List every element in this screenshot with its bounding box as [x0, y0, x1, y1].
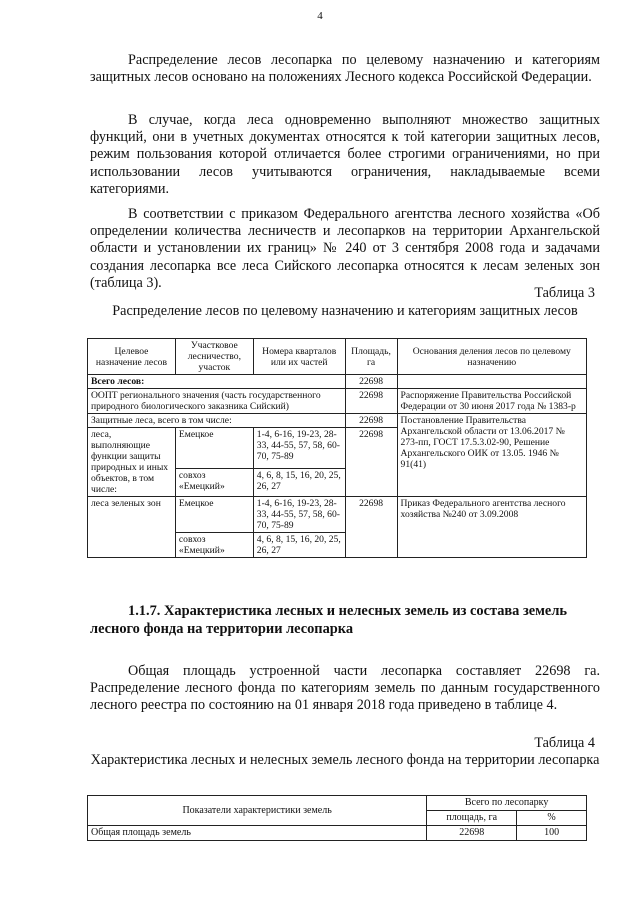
table3-header-row [88, 339, 587, 375]
table4-header-indicators: Показатели характеристики земель [88, 796, 427, 826]
table-row [88, 375, 587, 389]
table4-title: Характеристика лесных и нелесных земель лесного фонда на территории лесопарка [90, 752, 600, 768]
paragraph-3: В соответствии с приказом Федерального агентства лесного хозяйства «Об определении количества лесничеств и лесопарков на территории Архангельской области и установлении их границ» № 240 от 3 сентября 2008 года и задачами создания лесопарка все леса Сийского лесопарка относятся к лесам зеленых зон (таблица 3). [90, 206, 600, 291]
oopt-label: ООПТ регионального значения (часть государственного природного биологического заказника Сийский) [88, 389, 346, 414]
table3-header-basis: Основания деления лесов по целевому назначению [397, 339, 586, 375]
paragraph-2: В случае, когда леса одновременно выполняют множество защитных функций, они в учетных документах относятся к той категории защитных лесов, режим пользования которой отличается более строгими ограничениями, но при использовании лесов учитываются ограничения, накладываемые всеми категориями. [90, 112, 600, 197]
protective-area: 22698 [345, 414, 397, 428]
site-sovkhoz-2: совхоз «Емецкий» [175, 533, 253, 558]
table4-header-percent: % [517, 811, 587, 826]
table3-header-quarters: Номера кварталов или их частей [253, 339, 345, 375]
paragraph-1: Распределение лесов лесопарка по целевому назначению и категориям защитных лесов основано на положениях Лесного кодекса Российской Федерации. [90, 52, 600, 86]
table-3 [87, 338, 587, 558]
site-emetskoe: Емецкое [175, 428, 253, 469]
total-basis-cell [397, 375, 586, 389]
quarters-sovkhoz: 4, 6, 8, 15, 16, 20, 25, 26, 27 [253, 468, 345, 496]
table-row [88, 497, 587, 533]
site-emetskoe-2: Емецкое [175, 497, 253, 533]
table4-row-area: 22698 [427, 826, 517, 841]
site-sovkhoz: совхоз «Емецкий» [175, 468, 253, 496]
table4-header-area: площадь, га [427, 811, 517, 826]
green-basis: Приказ Федерального агентства лесного хозяйства №240 от 3.09.2008 [397, 497, 586, 558]
section-title: 1.1.7. Характеристика лесных и нелесных земель из состава земель лесного фонда на территории лесопарка [90, 603, 568, 637]
total-label: Всего лесов: [88, 375, 346, 389]
table4-row-percent: 100 [517, 826, 587, 841]
protective-basis: Постановление Правительства Архангельской области от 13.06.2017 № 273-пп, ГОСТ 17.5.3.02-90, Решение Архангельского ОИК от 13.05. 1946 № 91(41) [397, 414, 586, 497]
table4-label: Таблица 4 [534, 735, 595, 751]
oopt-area: 22698 [345, 389, 397, 414]
forests-func-area: 22698 [345, 428, 397, 497]
forests-func-label: леса, выполняющие функции защиты природных и иных объектов, в том числе: [88, 428, 176, 497]
protective-label: Защитные леса, всего в том числе: [88, 414, 346, 428]
table3-title: Распределение лесов по целевому назначению и категориям защитных лесов [112, 303, 578, 319]
table4-header-total: Всего по лесопарку [427, 796, 587, 811]
total-area: 22698 [345, 375, 397, 389]
table-row [88, 389, 587, 414]
quarters-emetskoe: 1-4, 6-16, 19-23, 28-33, 44-55, 57, 58, 60-70, 75-89 [253, 428, 345, 469]
table3-header-purpose: Целевое назначение лесов [88, 339, 176, 375]
quarters-emetskoe-2: 1-4, 6-16, 19-23, 28-33, 44-55, 57, 58, 60-70, 75-89 [253, 497, 345, 533]
table3-header-area: Площадь, га [345, 339, 397, 375]
paragraph-4: Общая площадь устроенной части лесопарка составляет 22698 га. Распределение лесного фонда по категориям земель по данным государственного лесного реестра по состоянию на 01 января 2018 года приведено в таблице 4. [90, 663, 600, 714]
table4-row-label: Общая площадь земель [88, 826, 427, 841]
table4-header-row [88, 796, 587, 811]
quarters-sovkhoz-2: 4, 6, 8, 15, 16, 20, 25, 26, 27 [253, 533, 345, 558]
table-4 [87, 795, 587, 841]
table-row [88, 414, 587, 428]
table-row [88, 826, 587, 841]
green-area: 22698 [345, 497, 397, 558]
table3-header-site: Участковое лесничество, участок [175, 339, 253, 375]
oopt-basis: Распоряжение Правительства Российской Федерации от 30 июня 2017 года № 1383-р [397, 389, 586, 414]
page-number: 4 [317, 10, 323, 22]
table3-label: Таблица 3 [534, 285, 595, 301]
green-label: леса зеленых зон [88, 497, 176, 558]
